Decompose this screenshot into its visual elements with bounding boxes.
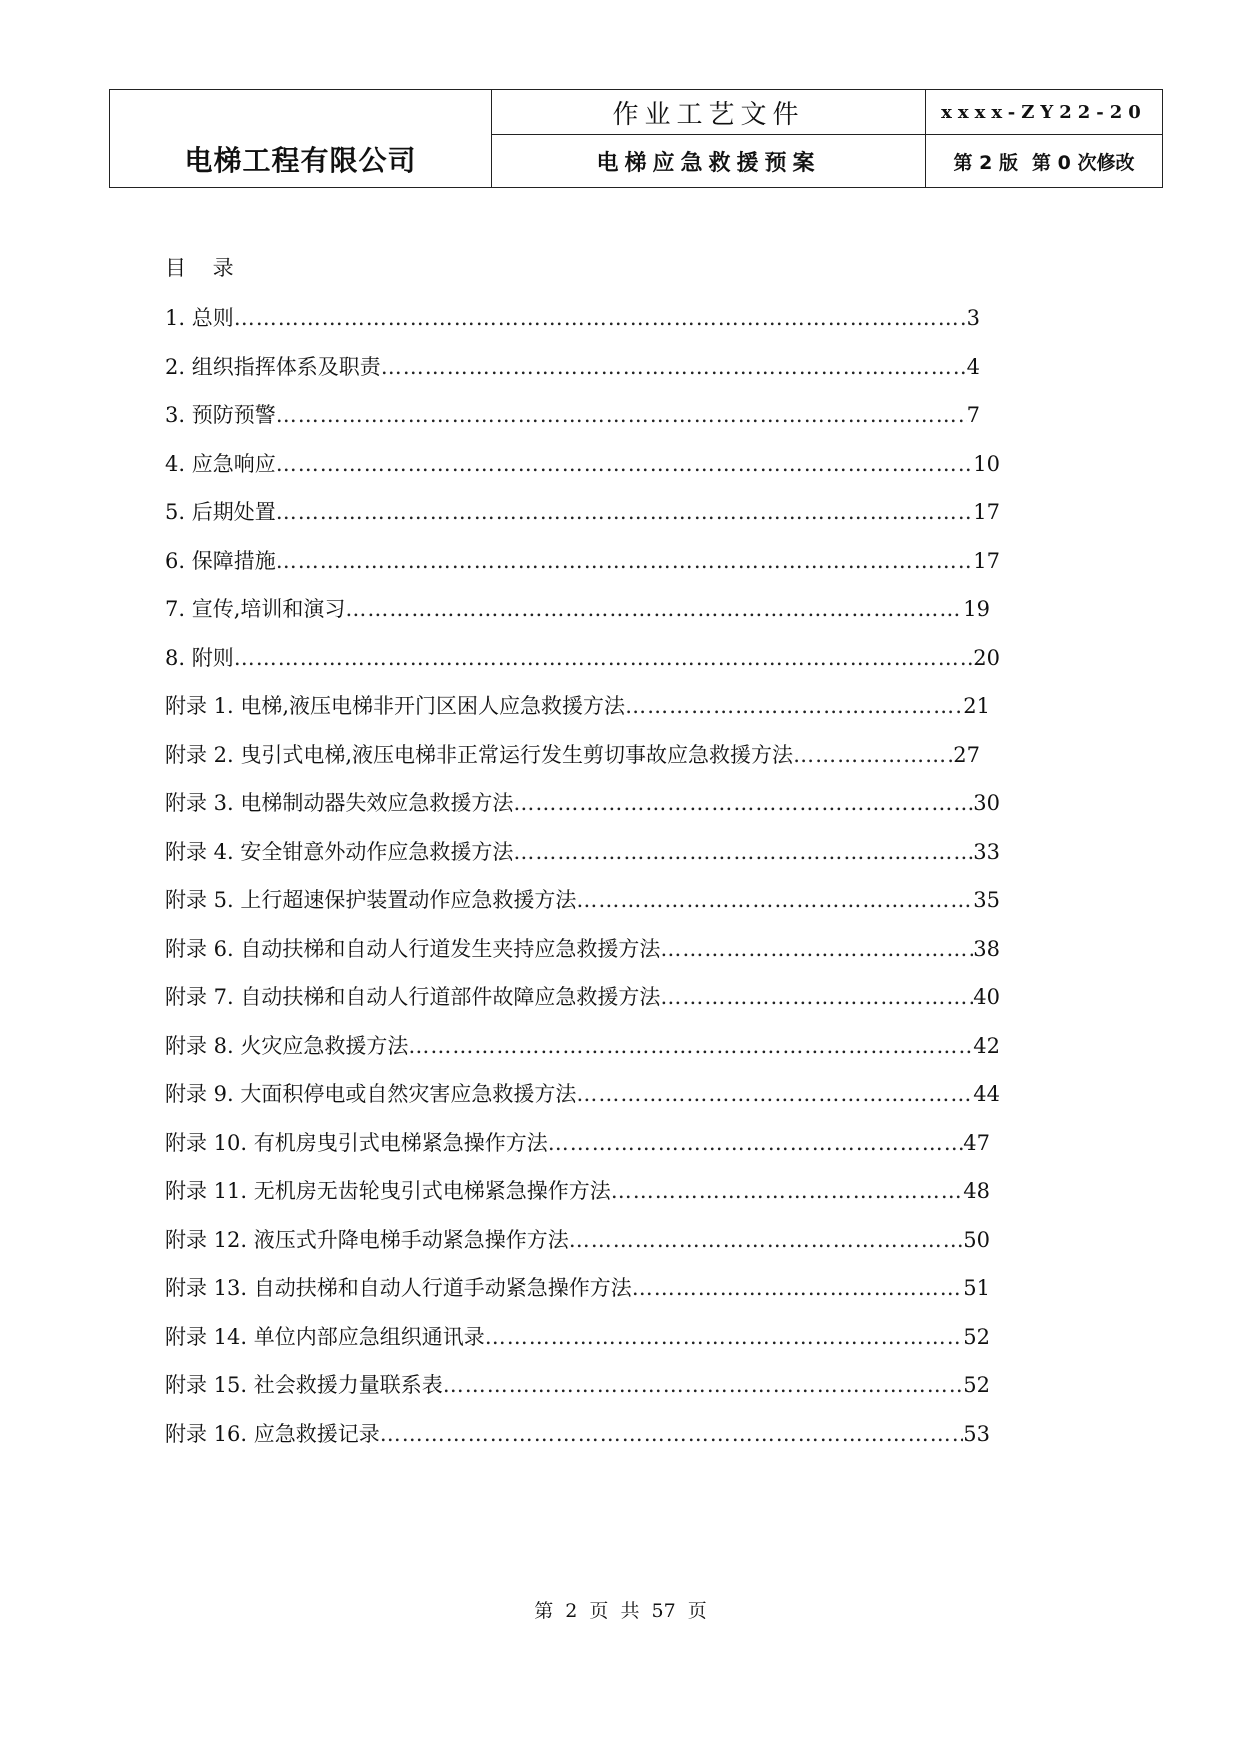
- toc-item-page-number: 17: [973, 500, 1000, 524]
- toc-item-page-number: 33: [973, 839, 1000, 864]
- document-title: 电梯应急救援预案: [492, 135, 926, 188]
- toc-item-page-number: 21: [963, 694, 990, 718]
- toc-item-label: 附录 6. 自动扶梯和自动人行道发生夹持应急救援方法: [165, 936, 661, 961]
- toc-item-label: 7. 宣传,培训和演习: [165, 597, 346, 621]
- edition-label: 第 2 版: [953, 151, 1018, 174]
- toc-item-leader-dots: [548, 1119, 964, 1168]
- toc-item-leader-dots: [513, 779, 973, 828]
- toc-item-label: 4. 应急响应: [165, 451, 276, 476]
- toc-item-page-number: 52: [963, 1373, 990, 1397]
- toc-item-page-number: 50: [963, 1227, 990, 1252]
- toc-item-leader-dots: [576, 1070, 973, 1119]
- revision-label: 第 0 次修改: [1032, 151, 1135, 174]
- toc-item[interactable]: [165, 1361, 990, 1410]
- toc-item-label: 附录 3. 电梯制动器失效应急救援方法: [165, 791, 514, 815]
- toc-item-label: 2. 组织指挥体系及职责: [165, 354, 381, 379]
- toc-item-leader-dots: [660, 925, 973, 974]
- toc-item-label: 附录 15. 社会救援力量联系表: [165, 1373, 443, 1397]
- toc-item-label: 附录 13. 自动扶梯和自动人行道手动紧急操作方法: [165, 1276, 632, 1300]
- toc-item-page-number: 51: [963, 1276, 990, 1300]
- toc-item-label: 6. 保障措施: [165, 548, 276, 573]
- toc-item-leader-dots: [793, 731, 953, 780]
- document-code: xxxx-ZY22-20: [926, 90, 1163, 135]
- toc-item-page-number: 48: [963, 1179, 990, 1203]
- toc-item-label: 附录 7. 自动扶梯和自动人行道部件故障应急救援方法: [165, 985, 661, 1009]
- toc-item-label: 附录 11. 无机房无齿轮曳引式电梯紧急操作方法: [165, 1179, 611, 1203]
- toc-item[interactable]: [165, 1313, 990, 1362]
- toc-item-label: 8. 附则: [165, 645, 234, 670]
- toc-item-page-number: 44: [973, 1082, 1000, 1106]
- toc-item[interactable]: [165, 634, 1000, 683]
- toc-item-leader-dots: [443, 1361, 964, 1410]
- toc-item-leader-dots: [408, 1022, 973, 1071]
- toc-item-leader-dots: [569, 1216, 964, 1265]
- toc-heading: 目 录: [165, 256, 244, 280]
- toc-item[interactable]: [165, 828, 1000, 877]
- toc-item-page-number: 20: [973, 645, 1000, 670]
- toc-item[interactable]: [165, 294, 980, 343]
- document-header-table: [109, 89, 1163, 188]
- toc-item-label: 附录 16. 应急救援记录: [165, 1421, 380, 1446]
- document-version: [926, 135, 1163, 188]
- toc-item-leader-dots: [485, 1313, 964, 1362]
- toc-item[interactable]: [165, 925, 1000, 974]
- toc-item-leader-dots: [660, 973, 973, 1022]
- toc-item-label: 附录 14. 单位内部应急组织通讯录: [165, 1324, 485, 1349]
- toc-item[interactable]: [165, 1216, 990, 1265]
- company-cell: [110, 90, 492, 188]
- toc-item[interactable]: [165, 585, 990, 634]
- toc-item[interactable]: [165, 1410, 990, 1459]
- toc-list: [165, 294, 1095, 1458]
- toc-item[interactable]: [165, 1264, 990, 1313]
- toc-item-leader-dots: [576, 876, 973, 925]
- toc-item[interactable]: [165, 682, 990, 731]
- toc-item-page-number: 30: [973, 791, 1000, 815]
- toc-item-page-number: 52: [963, 1324, 990, 1349]
- toc-item-page-number: 19: [963, 597, 990, 621]
- toc-item-label: 附录 8. 火灾应急救援方法: [165, 1033, 409, 1058]
- toc-item-page-number: 35: [973, 888, 1000, 912]
- toc-item-leader-dots: [276, 537, 974, 586]
- toc-item[interactable]: [165, 391, 980, 440]
- toc-item[interactable]: [165, 440, 1000, 489]
- toc-item-label: 附录 10. 有机房曳引式电梯紧急操作方法: [165, 1130, 548, 1155]
- toc-item-leader-dots: [276, 391, 967, 440]
- toc-item-label: 附录 2. 曳引式电梯,液压电梯非正常运行发生剪切事故应急救援方法: [165, 742, 794, 767]
- toc-item-label: 附录 1. 电梯,液压电梯非开门区困人应急救援方法: [165, 694, 626, 718]
- toc-item[interactable]: [165, 779, 1000, 828]
- toc-item[interactable]: [165, 1070, 1000, 1119]
- toc-item[interactable]: [165, 488, 1000, 537]
- table-of-contents: [165, 250, 1095, 1458]
- toc-item-label: 附录 9. 大面积停电或自然灾害应急救援方法: [165, 1082, 577, 1106]
- toc-item-leader-dots: [513, 828, 973, 877]
- company-name: 电梯工程有限公司: [184, 144, 417, 177]
- toc-item-leader-dots: [276, 440, 974, 489]
- toc-item-leader-dots: [381, 343, 967, 392]
- toc-item[interactable]: [165, 731, 980, 780]
- toc-item-leader-dots: [380, 1410, 964, 1459]
- toc-item-leader-dots: [345, 585, 963, 634]
- page-footer: 第 2 页 共 57 页: [534, 1600, 707, 1622]
- toc-item-page-number: 10: [973, 451, 1000, 476]
- toc-item-label: 3. 预防预警: [165, 403, 276, 427]
- toc-item-page-number: 53: [963, 1421, 990, 1446]
- toc-item[interactable]: [165, 876, 1000, 925]
- toc-item[interactable]: [165, 973, 1000, 1022]
- toc-item-page-number: 42: [973, 1033, 1000, 1058]
- toc-item-page-number: 38: [973, 936, 1000, 961]
- toc-item-page-number: 27: [953, 742, 980, 767]
- toc-item-leader-dots: [611, 1167, 964, 1216]
- toc-item-label: 1. 总则: [165, 306, 234, 330]
- toc-item-page-number: 40: [973, 985, 1000, 1009]
- toc-item-leader-dots: [632, 1264, 964, 1313]
- toc-item[interactable]: [165, 537, 1000, 586]
- toc-item-page-number: 3: [966, 306, 980, 330]
- toc-item-leader-dots: [276, 488, 974, 537]
- toc-item-page-number: 17: [973, 548, 1000, 573]
- toc-item-leader-dots: [625, 682, 963, 731]
- document-type: 作业工艺文件: [492, 90, 926, 135]
- toc-item-leader-dots: [234, 634, 974, 683]
- toc-item-label: 附录 5. 上行超速保护装置动作应急救援方法: [165, 888, 577, 912]
- toc-item-label: 附录 4. 安全钳意外动作应急救援方法: [165, 839, 514, 864]
- toc-item-label: 附录 12. 液压式升降电梯手动紧急操作方法: [165, 1227, 569, 1252]
- toc-item[interactable]: [165, 1119, 990, 1168]
- toc-item-page-number: 47: [963, 1130, 990, 1155]
- toc-item-label: 5. 后期处置: [165, 500, 276, 524]
- toc-item[interactable]: [165, 343, 980, 392]
- toc-item[interactable]: [165, 1022, 1000, 1071]
- toc-item-page-number: 7: [966, 403, 980, 427]
- toc-item-page-number: 4: [966, 354, 980, 379]
- toc-item-leader-dots: [234, 294, 967, 343]
- toc-item[interactable]: [165, 1167, 990, 1216]
